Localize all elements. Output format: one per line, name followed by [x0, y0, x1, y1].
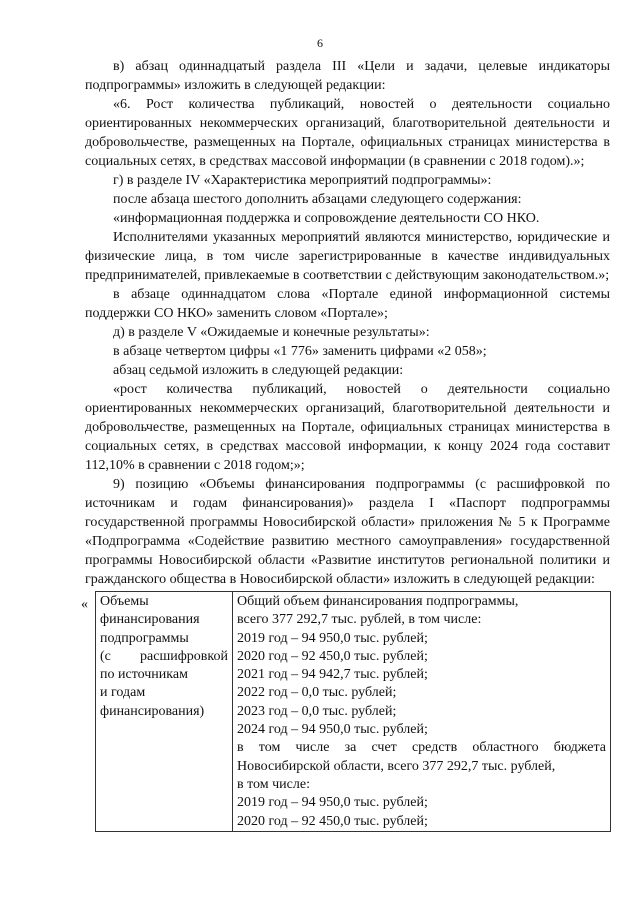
label-line: финансирования): [100, 703, 205, 719]
paragraph-11: «рост количества публикаций, новостей о деятельности социально ориентированных некоммерческих организаций, благотворительной деятельности и добровольчестве, размещенных на Портале, официальных страницах министерства в социальных сетях, в средствах массовой информации, к концу 2024 года составит 112,10% в сравнении с 2018 годом;»;: [85, 382, 610, 473]
label-line: Объемы: [100, 594, 149, 609]
financing-table-block: [81, 591, 610, 832]
value-line: 2019 год – 94 950,0 тыс. рублей;: [237, 630, 428, 646]
value-line: 2019 год – 94 950,0 тыс. рублей;: [237, 795, 428, 811]
paragraph-4: после абзаца шестого дополнить абзацами следующего содержания:: [113, 192, 522, 207]
financing-table: [95, 591, 611, 832]
paragraph-10: абзац седьмой изложить в следующей редакции:: [113, 363, 404, 378]
document-body: [81, 57, 610, 832]
label-line: финансирования: [100, 612, 200, 628]
table-row: [96, 592, 611, 832]
label-line: (с расшифровкой: [100, 648, 228, 664]
open-quote-mark: «: [81, 597, 88, 612]
label-line: подпрограммы: [100, 630, 189, 646]
value-line: 2024 год – 94 950,0 тыс. рублей;: [237, 722, 428, 738]
value-line: 2022 год – 0,0 тыс. рублей;: [237, 685, 397, 701]
value-line: в том числе за счет средств областного бюджета: [237, 740, 606, 756]
paragraph-9: в абзаце четвертом цифры «1 776» заменить цифрами «2 058»;: [113, 344, 487, 359]
paragraph-5: «информационная поддержка и сопровождение деятельности СО НКО.: [113, 211, 540, 226]
value-line: всего 377 292,7 тыс. рублей, в том числе:: [237, 612, 482, 628]
value-line: Новосибирской области, всего 377 292,7 тыс. рублей,: [237, 758, 556, 774]
value-line: в том числе:: [237, 776, 310, 792]
value-line: 2021 год – 94 942,7 тыс. рублей;: [237, 667, 428, 683]
paragraph-3: г) в разделе IV «Характеристика мероприятий подпрограммы»:: [113, 173, 492, 188]
value-line: 2020 год – 92 450,0 тыс. рублей;: [237, 648, 428, 664]
paragraph-12: 9) позицию «Объемы финансирования подпрограммы (с расшифровкой по источникам и годам финансирования)» раздела I «Паспорт подпрограммы государственной программы Новосибирской области» приложения № 5 к Программе «Подпрограмма «Содействие развитию местного самоуправления» государственной программы Новосибирской области «Развитие институтов региональной политики и гражданского общества в Новосибирской области» изложить в следующей редакции:: [85, 477, 610, 587]
paragraph-1: в) абзац одиннадцатый раздела III «Цели и задачи, целевые индикаторы подпрограммы» изложить в следующей редакции:: [85, 59, 610, 93]
page-number: 6: [317, 36, 323, 50]
paragraph-7: в абзаце одиннадцатом слова «Портале единой информационной системы поддержки СО НКО» заменить словом «Портале»;: [85, 287, 610, 321]
paragraph-8: д) в разделе V «Ожидаемые и конечные результаты»:: [113, 325, 430, 340]
value-line: Общий объем финансирования подпрограммы,: [237, 594, 519, 609]
paragraph-2: «6. Рост количества публикаций, новостей о деятельности социально ориентированных некоммерческих организаций, благотворительной деятельности и добровольчестве, размещенных на Портале, официальных страницах министерства в социальных сетях, в средствах массовой информации (в сравнении с 2018 годом).»;: [85, 97, 610, 169]
value-line: 2020 год – 92 450,0 тыс. рублей;: [237, 813, 428, 829]
label-line: по источникам: [100, 667, 188, 683]
label-line: и годам: [100, 685, 146, 701]
table-cell-label: [96, 592, 233, 832]
table-cell-value: [233, 592, 611, 832]
value-line: 2023 год – 0,0 тыс. рублей;: [237, 703, 397, 719]
paragraph-6: Исполнителями указанных мероприятий являются министерство, юридические и физические лица, в том числе зарегистрированные в качестве индивидуальных предпринимателей, привлекаемые в соответствии с действующим законодательством.»;: [85, 230, 610, 283]
